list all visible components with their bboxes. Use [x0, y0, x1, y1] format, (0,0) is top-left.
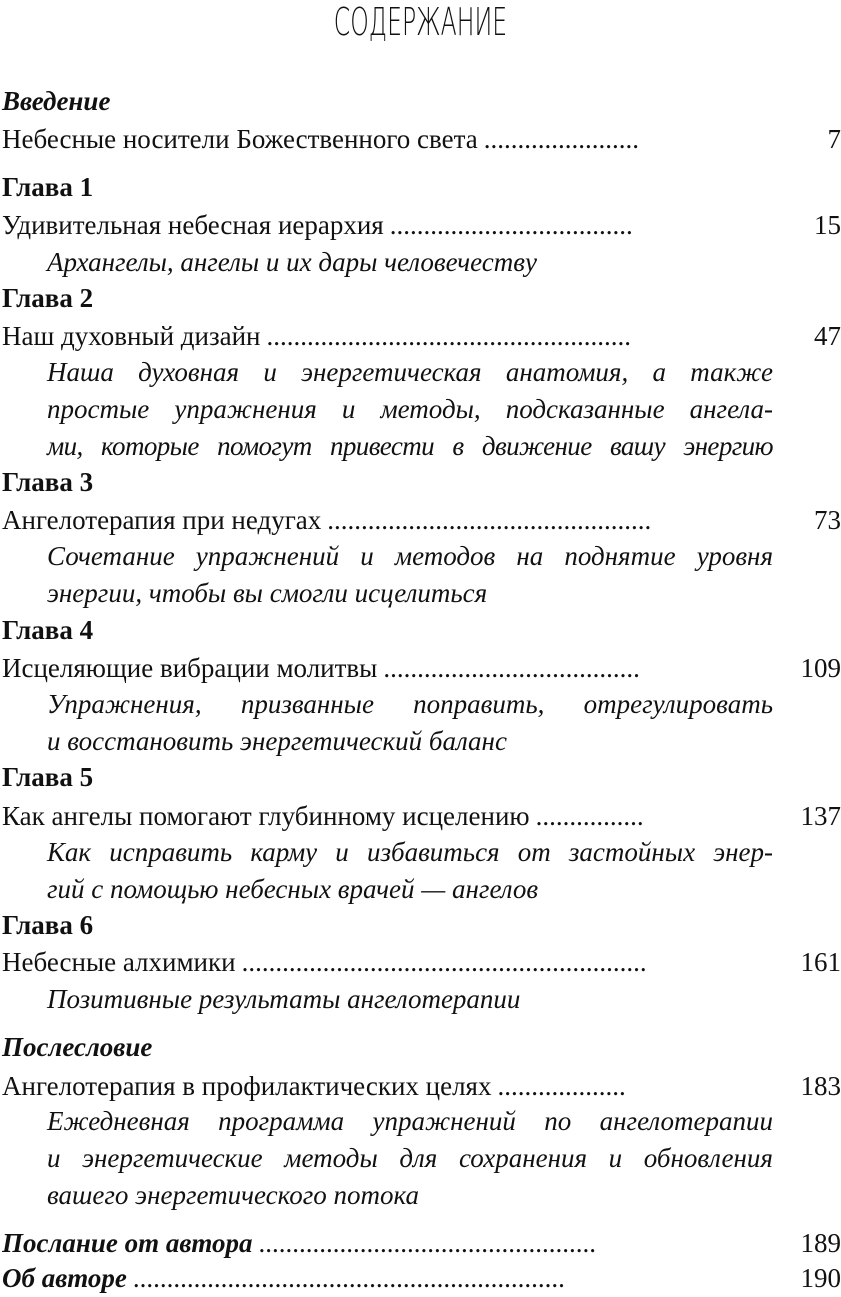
description-line: вашего энергетического потока — [47, 1180, 419, 1210]
description-line: Архангелы, ангелы и их дары человечеству — [47, 247, 537, 277]
intro-heading: Введение — [2, 86, 111, 116]
dot-leader: ............................................................ — [241, 947, 647, 977]
chapter-2-heading: Глава 2 — [2, 283, 94, 313]
description-line: энергии, чтобы вы смогли исцелиться — [47, 578, 488, 608]
toc-entry-chapter-1[interactable] — [0, 206, 841, 244]
description-line: Ежедневная программа упражнений по ангелотерапии — [47, 1106, 773, 1136]
chapter-6-description — [47, 981, 773, 1018]
dot-leader: ................ — [535, 801, 644, 831]
entry-title: Ангелотерапия при недугах — [2, 505, 322, 535]
page-number: 137 — [800, 801, 841, 831]
description-line: простые упражнения и методы, подсказанные ангела- — [47, 394, 773, 424]
description-line: гий с помощью небесных врачей — ангелов — [47, 874, 539, 904]
toc-entry-about-author[interactable] — [0, 1259, 841, 1297]
entry-title: Удивительная небесная иерархия — [2, 210, 384, 240]
toc-entry-chapter-3[interactable] — [0, 501, 841, 539]
entry-title: Об авторе — [2, 1263, 127, 1293]
toc-entry-afterword[interactable] — [0, 1067, 841, 1105]
toc-entry-intro[interactable] — [0, 120, 841, 158]
page-number: 47 — [814, 321, 841, 351]
chapter-3-description — [47, 538, 773, 612]
dot-leader: ...................................................... — [266, 321, 632, 351]
toc-entry-author-message[interactable] — [0, 1224, 841, 1262]
toc-entry-chapter-4[interactable] — [0, 649, 841, 687]
entry-title: Наш духовный дизайн — [2, 321, 261, 351]
page-number: 15 — [814, 210, 841, 240]
page-number: 190 — [800, 1263, 841, 1293]
entry-title: Небесные алхимики — [2, 947, 236, 977]
page-number: 7 — [827, 124, 841, 154]
dot-leader: ................................................ — [327, 505, 652, 535]
description-line: Наша духовная и энергетическая анатомия, а также — [47, 357, 773, 387]
entry-title: Послание от автора — [2, 1228, 253, 1258]
description-line: Упражнения, призванные поправить, отрегулировать — [47, 689, 773, 719]
entry-title: Исцеляющие вибрации молитвы — [2, 653, 378, 683]
toc-entry-chapter-6[interactable] — [0, 943, 841, 981]
page-number: 189 — [800, 1228, 841, 1258]
page-number: 183 — [800, 1071, 841, 1101]
description-line: ми, которые помогут привести в движение вашу энергию — [47, 431, 773, 461]
entry-title: Как ангелы помогают глубинному исцелению — [2, 801, 530, 831]
chapter-3-heading: Глава 3 — [2, 467, 94, 497]
dot-leader: ....................... — [483, 124, 639, 154]
dot-leader: ...................................... — [383, 653, 640, 683]
page-number: 73 — [814, 505, 841, 535]
toc-entry-chapter-5[interactable] — [0, 797, 841, 835]
description-line: Сочетание упражнений и методов на поднятие уровня — [47, 541, 773, 571]
page-title: СОДЕРЖАНИЕ — [333, 0, 508, 44]
description-line: и энергетические методы для сохранения и обновления — [47, 1143, 773, 1173]
chapter-5-description — [47, 834, 773, 908]
dot-leader: .................................................. — [258, 1228, 597, 1258]
chapter-4-heading: Глава 4 — [2, 615, 94, 645]
afterword-heading: Послесловие — [2, 1032, 153, 1062]
chapter-1-heading: Глава 1 — [2, 172, 94, 202]
chapter-5-heading: Глава 5 — [2, 762, 94, 792]
toc-entry-chapter-2[interactable] — [0, 317, 841, 355]
description-line: и восстановить энергетический баланс — [47, 726, 507, 756]
dot-leader: ................................................................ — [132, 1263, 565, 1293]
chapter-2-description — [47, 354, 773, 465]
chapter-4-description — [47, 686, 773, 760]
page-number: 161 — [800, 947, 841, 977]
entry-title: Небесные носители Божественного света — [2, 124, 478, 154]
chapter-1-description — [47, 244, 773, 281]
dot-leader: ................... — [497, 1071, 626, 1101]
description-line: Позитивные результаты ангелотерапии — [47, 984, 521, 1014]
entry-title: Ангелотерапия в профилактических целях — [2, 1071, 492, 1101]
chapter-6-heading: Глава 6 — [2, 910, 94, 940]
dot-leader: .................................... — [389, 210, 633, 240]
page-number: 109 — [800, 653, 841, 683]
description-line: Как исправить карму и избавиться от застойных энер- — [47, 837, 773, 867]
afterword-description — [47, 1103, 773, 1214]
